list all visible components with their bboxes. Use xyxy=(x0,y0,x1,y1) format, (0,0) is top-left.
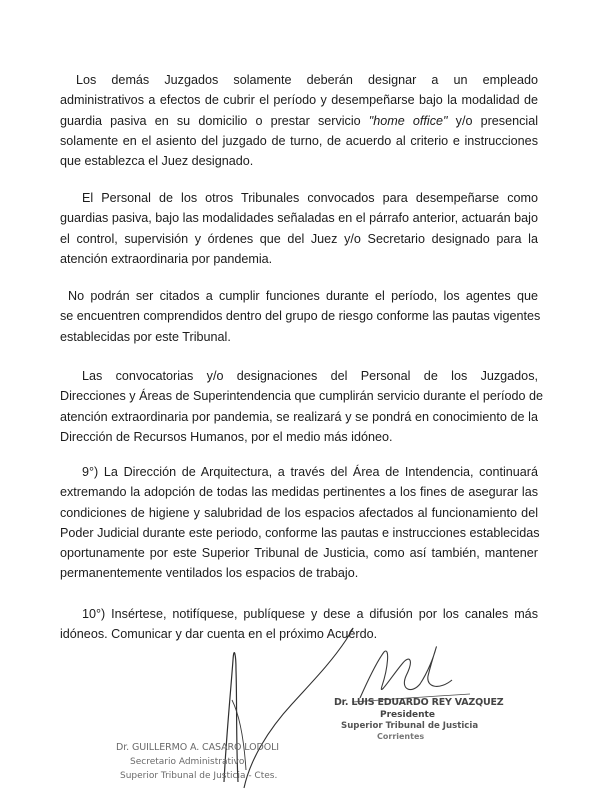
text-line: extremando la adopción de todas las medidas pertinentes a los fines de asegurar las xyxy=(60,485,538,500)
signature-name-left: Dr. GUILLERMO A. CASARO LODOLI xyxy=(116,742,280,753)
text-line: condiciones de higiene y salubridad de los espacios afectados al funcionamiento del xyxy=(60,505,538,520)
text-line: El Personal de los otros Tribunales convocados para desempeñarse como xyxy=(82,191,538,205)
signature-place-right: Corrientes xyxy=(377,732,425,741)
text-line: establecidas por este Tribunal. xyxy=(60,329,231,344)
signature-institution-left: Superior Tribunal de Justicia - Ctes. xyxy=(120,771,278,781)
signature-name-right: Dr. LUIS EDUARDO REY VAZQUEZ xyxy=(334,697,504,708)
signature-institution-right: Superior Tribunal de Justicia xyxy=(341,721,479,731)
text-line: Dirección de Recursos Humanos, por el medio más idóneo. xyxy=(60,429,393,444)
text-line: guardias pasiva, bajo las modalidades señaladas en el párrafo anterior, actuarán bajo xyxy=(60,211,538,226)
text-line: Los demás Juzgados solamente deberán designar a un empleado xyxy=(76,73,538,87)
text-fragment: y/o presencial xyxy=(447,113,538,128)
text-line: Direcciones y Áreas de Superintendencia que cumplirán servicio durante el período de xyxy=(60,389,544,404)
text-line: que establezca el Juez designado. xyxy=(60,154,254,169)
text-line: Las convocatorias y/o designaciones del Personal de los Juzgados, xyxy=(82,369,538,383)
text-line: solamente en el asiento del juzgado de turno, de acuerdo al criterio e instrucciones xyxy=(60,133,538,148)
text-line: atención extraordinaria por pandemia, se realizará y se pondrá en conocimiento de la xyxy=(60,409,538,424)
text-line: atención extraordinaria por pandemia. xyxy=(60,251,273,266)
text-line: administrativos a efectos de cubrir el período y desempeñarse bajo la modalidad de xyxy=(60,93,538,108)
text-line: idóneos. Comunicar y dar cuenta en el próximo Acuerdo. xyxy=(60,627,378,642)
text-line: 9°) La Dirección de Arquitectura, a través del Área de Intendencia, continuará xyxy=(82,465,538,479)
signature-role-right: Presidente xyxy=(380,710,435,720)
text-fragment: guardia pasiva en su domicilio o prestar servicio xyxy=(60,113,369,128)
signature-role-left: Secretario Administrativo xyxy=(130,757,245,767)
signature-stroke-right xyxy=(360,647,452,698)
signature-stroke-left-2 xyxy=(244,628,353,788)
text-line: oportunamente por este Superior Tribunal de Justicia, como así también, mantener xyxy=(60,546,538,561)
text-line: el control, supervisión y órdenes que del Juez y/o Secretario designado para la xyxy=(60,231,538,246)
text-line: permanentemente ventilados los espacios de trabajo. xyxy=(60,566,359,581)
text-line: No podrán ser citados a cumplir funciones durante el período, los agentes que xyxy=(68,289,538,303)
text-line: 10°) Insértese, notifíquese, publíquese y dese a difusión por los canales más xyxy=(82,607,538,621)
text-line: Poder Judicial durante este periodo, conforme las pautas e instrucciones establecidas xyxy=(60,525,540,540)
home-office-emphasis: "home office" xyxy=(368,113,448,128)
text-line: se encuentren comprendidos dentro del grupo de riesgo conforme las pautas vigentes xyxy=(60,309,541,324)
